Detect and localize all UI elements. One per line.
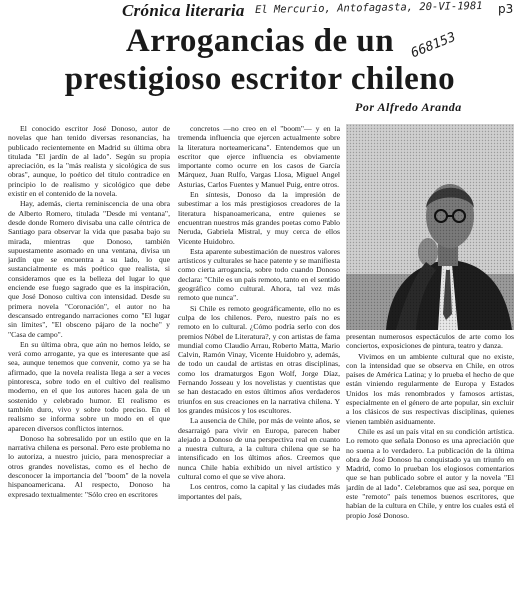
handwritten-source-note: El Mercurio, Antofagasta, 20-VI-1981 [254,0,483,16]
byline: Por Alfredo Aranda [355,100,462,114]
paragraph: Chile es así un país vital en su condición artística. Lo remoto que señala Donoso es una apreciación que no suena a lo verdadero. La publicación de la última obra de José Donoso ha conquistado ya un triunfo en Madrid, como lo prueban los elogiosos comentarios que se han publicado sobre el autor y la novela "El jardín de al lado". Celebramos que así sea, porque en este "remoto" país tenemos buenos escritores, que habían de la cultura en Chile, y entre los cuales está el propio José Donoso. [346,426,514,520]
clipping-header [0,0,523,22]
handwritten-page-mark: p3 [498,2,514,16]
paragraph: Donoso ha sobresalido por un estilo que en la narrativa chilena es personal. Pero este problema no lo autoriza, a nuestro juicio, para menospreciar a otros grandes novelistas, como es el hecho de desconocer la importancia del "boom" de la novela hispanoamericana. Al respecto, Donoso ha expresado textualmente: "Sólo creo en escritores [8,433,170,499]
headline-line-2: prestigioso escritor chileno [64,61,456,97]
paragraph: Esta aparente subestimación de nuestros valores artísticos y culturales se hace patente y se manifiesta como cierta arrogancia, sobre todo cuando Donoso declara: "Chile es un país remoto, tanto en el sentido geográfico como cultural. Ahora, tal vez más remoto que nunca". [178,246,340,303]
portrait-silhouette-icon [346,124,514,330]
body-column-3 [346,332,514,596]
paragraph: Vivimos en un ambiente cultural que no existe, con la intensidad que se observa en Chile, en otros países de América Latina; y lo prueba el hecho de que están viniendo regularmente de Europa y Estados Unidos los más renombrados y famosos artistas, especialmente en el género de arte popular, sin excluir a los clásicos de sus respectivas disciplinas, quienes vienen también asiduamente. [346,351,514,426]
author-portrait-photo [346,124,514,330]
paragraph: La ausencia de Chile, por más de veinte años, se desarraigó para vivir en Europa, parecen haber alejado a Donoso de una perspectiva real en cuanto a nuestra cultura, a la cultura chilena que se ha intensificado en los últimos años. Creemos que nunca Chile había exhibido un nivel artístico y cultural como el que se vive ahora. [178,416,340,481]
paragraph: El conocido escritor José Donoso, autor de novelas que han tenido diversas resonancias, ha publicado recientemente en Madrid su última obra titulada "El jardín de al lado". Según su propia apreciación, es la "más realista y sicológica de sus obras", aunque, lo poético del título contradice en principio lo de realismo y sicológico que debe existir en el contenido de la novela. [8,124,170,199]
handwritten-archive-number: 668153 [408,29,459,62]
section-label: Crónica literaria [122,1,245,20]
paragraph: presentan numerosos espectáculos de arte como los conciertos, exposiciones de pintura, teatro y danza. [346,332,514,351]
paragraph: En su última obra, que aún no hemos leído, se verá como arrogante, ya que es interesante que así sea, aunque tenemos que convenir, como ya se ha afirmado, que la novela realista llega a ser a veces pintoresca, sobre todo en el cultivo del realismo moderno, en el que los autores hacen gala de un sostenido y celebrado humor. El realismo es también duro, vivo y sobre todo preciso. En el realismo se informa sobre un modo en el que aparecen diversos conflictos internos. [8,339,170,433]
paragraph: Si Chile es remoto geográficamente, ello no es culpa de los chilenos. Pero, nuestro país no es remoto en lo cultural. ¿Cómo podría serlo con dos premios Nóbel de Literatura?, y con artistas de fama mundial como Claudio Arrau, Roberto Matta, Mario Calvin, Ramón Vinay, Vicente Huidobro y, además, de todo un caudal de artistas en otras disciplinas, como los dramaturgos Egon Wolf, Jorge Díaz, Fernando Josseau y los novelistas y cuentistas que se han destacado en estos últimos años verdaderos triunfos en sus creaciones en la narrativa chilena. Y los grandes músicos y los escultores. [178,303,340,415]
paragraph: concretos —no creo en el "boom"— y en la tremenda influencia que ejercen actualmente sobre la literatura norteamericana". Entendemos que un escritor que ejerce influencia es obviamente importante como ocurre en los casos de García Márquez, Juan Rulfo, Vargas Llosa, Miguel Angel Asturias, Carlos Fuentes y Manuel Puig, entre otros. [178,124,340,189]
headline [60,22,460,98]
body-column-1 [8,124,170,596]
paragraph: En síntesis, Donoso da la impresión de subestimar a los más prestigiosos creadores de la literatura hispanoamericana, entre quienes se encuentran nuestros más grandes poetas como Pablo Neruda, Gabriela Mistral, y muy cerca de ellos Vicente Huidobro. [178,190,340,246]
headline-line-1: Arrogancias de un [125,23,395,59]
paragraph: Hay, además, cierta reminiscencia de una obra de Alberto Romero, titulada "Desde mi ventana", desde donde Romero divisaba una calle céntrica de Santiago para observar la vida que pasaba bajo su mirada, mientras que Donoso, también supuestamente asomado en una ventana, divisa un jardín que se encuentra a su lado, lo que sustancialmente es más poético que realista, si consideramos que es la belleza del lugar lo que enciende ese fuego sagrado que es la inspiración, que José Donoso cultiva con intensidad. Desde su primera novela "Coronación", el autor no ha descansado entregando narraciones como "El lugar sin límites", "El obsceno pájaro de la noche" y "Casa de campo". [8,199,170,339]
body-column-2 [178,124,340,596]
paragraph: Los centros, como la capital y las ciudades más importantes del país, [178,482,340,501]
